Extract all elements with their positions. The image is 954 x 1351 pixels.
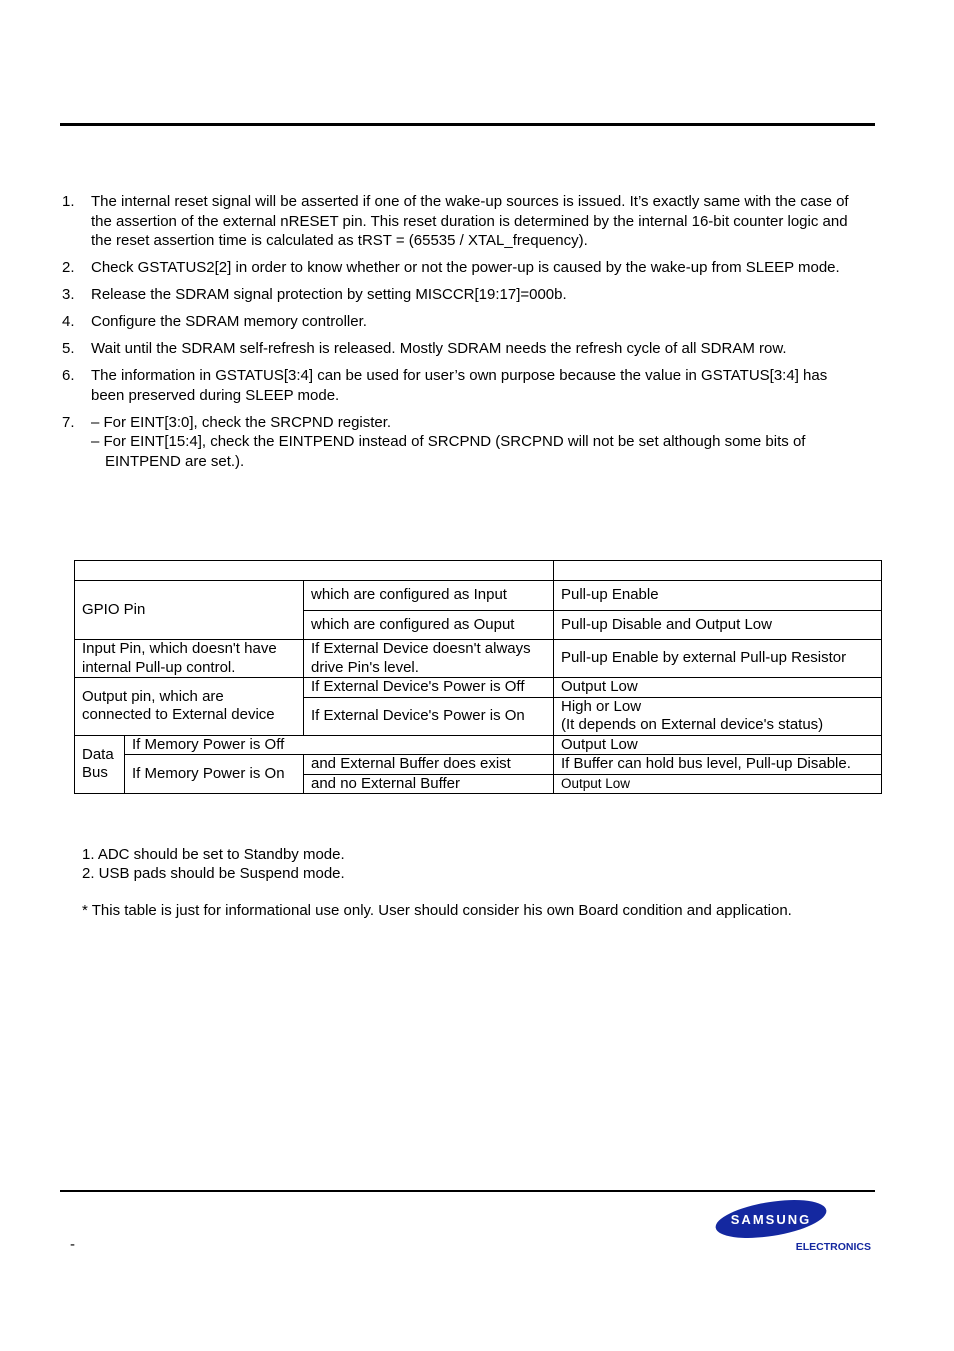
- table-header-row: [75, 561, 882, 581]
- condition-cell: and External Buffer does exist: [304, 755, 554, 775]
- recommendation-cell: Output Low: [554, 735, 882, 755]
- recommendation-line: High or Low: [561, 697, 642, 715]
- recommendation-cell: Pull-up Disable and Output Low: [554, 611, 882, 640]
- condition-cell: If External Device doesn't always drive Pin's level.: [304, 640, 554, 678]
- table-row: [75, 735, 882, 755]
- step-item: 3. Release the SDRAM signal protection by setting MISCCR[19:17]=000b.: [62, 286, 567, 303]
- table-row: [75, 755, 882, 775]
- page-number-mark: -: [70, 1236, 75, 1253]
- output-pin-cell: Output pin, which are connected to External device: [75, 678, 304, 736]
- step-text: Release the SDRAM signal protection by setting MISCCR[19:17]=000b.: [91, 286, 567, 303]
- electronics-wordmark: ELECTRONICS: [795, 1241, 871, 1253]
- recommendation-cell: Output Low: [554, 774, 882, 794]
- condition-cell: which are configured as Ouput: [304, 611, 554, 640]
- header-rule: [60, 123, 875, 126]
- samsung-logo-wordmark: SAMSUNG: [730, 1212, 812, 1227]
- table-row: [75, 640, 882, 678]
- condition-cell: If External Device's Power is On: [304, 697, 554, 735]
- step-text: The internal reset signal will be asserted if one of the wake-up sources is issued. It’s exactly same with the case of the assertion of the external nRESET pin. This reset duration is determined by the internal 16-bit counter logic and the reset assertion time is calculated as tRST = (65535 / XTAL_frequency).: [91, 193, 849, 249]
- recommendation-cell: [554, 697, 882, 735]
- step-text: Wait until the SDRAM self-refresh is released. Mostly SDRAM needs the refresh cycle of all SDRAM row.: [91, 340, 787, 357]
- recommendation-cell: Pull-up Enable by external Pull-up Resistor: [554, 640, 882, 678]
- step-item: 6. The information in GSTATUS[3:4] can be used for user’s own purpose because the value in GSTATUS[3:4] has been preserved during SLEEP mode.: [62, 367, 828, 404]
- step-item: 5. Wait until the SDRAM self-refresh is released. Mostly SDRAM needs the refresh cycle of all SDRAM row.: [62, 340, 787, 357]
- recommendation-cell: Output Low: [554, 678, 882, 698]
- step-item: 4. Configure the SDRAM memory controller.: [62, 313, 367, 330]
- table-row: [75, 678, 882, 698]
- table-header-cell: [75, 561, 554, 581]
- condition-cell: which are configured as Input: [304, 581, 554, 611]
- condition-cell: If Memory Power is On: [125, 755, 304, 794]
- condition-cell: and no External Buffer: [304, 774, 554, 794]
- step-item: 1. The internal reset signal will be asserted if one of the wake-up sources is issued. It’s exactly same with the case of the assertion of the external nRESET pin. This reset duration is determined by the internal 16-bit counter logic and the reset assertion time is calculated as tRST = (65535 / XTAL_frequency).: [62, 193, 849, 249]
- step-subitem: – For EINT[15:4], check the EINTPEND instead of SRCPND (SRCPND will not be set although some bits of EINTPEND are set.).: [91, 433, 806, 470]
- disclaimer-note: * This table is just for informational use only. User should consider his own Board condition and application.: [82, 902, 792, 919]
- step-text: Check GSTATUS2[2] in order to know whether or not the power-up is caused by the wake-up from SLEEP mode.: [91, 259, 840, 276]
- table-header-cell: [554, 561, 882, 581]
- step-text: The information in GSTATUS[3:4] can be used for user’s own purpose because the value in GSTATUS[3:4] has been preserved during SLEEP mode.: [91, 367, 828, 404]
- recommendation-cell: If Buffer can hold bus level, Pull-up Disable.: [554, 755, 882, 775]
- step-text: Configure the SDRAM memory controller.: [91, 313, 367, 330]
- wakeup-steps-list: [62, 192, 862, 479]
- recommendation-cell: Pull-up Enable: [554, 581, 882, 611]
- pin-configuration-table: [74, 560, 882, 794]
- step-item: 7. – For EINT[3:0], check the SRCPND register. – For EINT[15:4], check the EINTPEND instead of SRCPND (SRCPND will not be set although some bits of EINTPEND are set.).: [62, 413, 862, 472]
- samsung-electronics-logo: [714, 1198, 874, 1254]
- notes-list: [82, 846, 882, 883]
- input-pin-cell: Input Pin, which doesn't have internal Pull-up control.: [75, 640, 304, 678]
- note-item: 2. USB pads should be Suspend mode.: [82, 864, 345, 882]
- table-row: [75, 581, 882, 611]
- note-item: 1. ADC should be set to Standby mode.: [82, 846, 345, 863]
- recommendation-line: (It depends on External device's status): [561, 716, 824, 733]
- footer-rule: [60, 1190, 875, 1192]
- step-item: 2. Check GSTATUS2[2] in order to know whether or not the power-up is caused by the wake-up from SLEEP mode.: [62, 259, 840, 276]
- condition-cell: If External Device's Power is Off: [304, 678, 554, 698]
- condition-cell: If Memory Power is Off: [125, 735, 554, 755]
- step-subitem: – For EINT[3:0], check the SRCPND register.: [91, 413, 392, 431]
- gpio-pin-cell: GPIO Pin: [75, 581, 304, 640]
- data-bus-cell: Data Bus: [75, 735, 125, 794]
